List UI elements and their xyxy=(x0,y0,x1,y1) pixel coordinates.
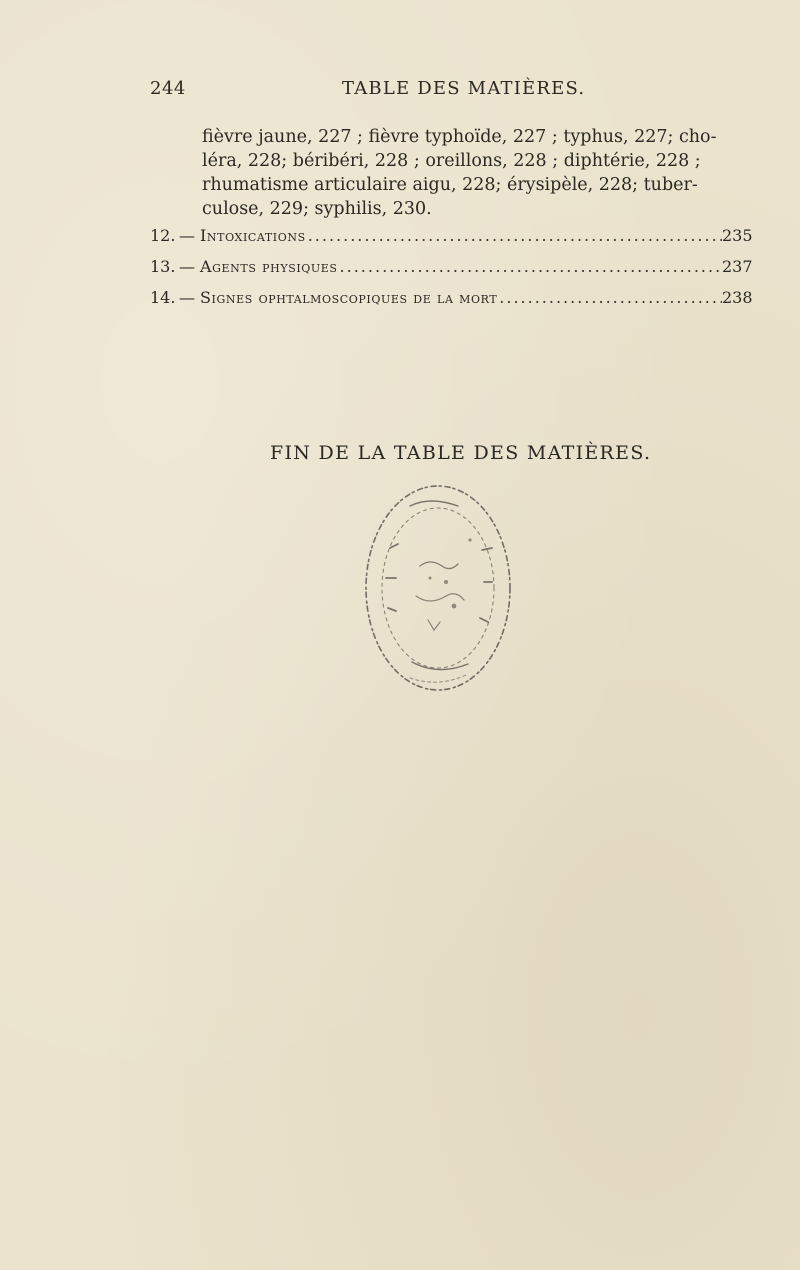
continuation-line: culose, 229; syphilis, 230. xyxy=(202,199,432,219)
toc-entry-number: 13. xyxy=(150,257,176,276)
toc-entry-dash: — xyxy=(179,226,195,245)
continuation-paragraph xyxy=(202,125,742,221)
toc-entry-page: 237 xyxy=(722,257,753,276)
running-title: TABLE DES MATIÈRES. xyxy=(342,78,586,99)
continuation-line: léra, 228; béribéri, 228 ; oreillons, 228 ; diphtérie, 228 ; xyxy=(202,151,701,171)
toc-entry xyxy=(150,226,753,250)
continuation-line: rhumatisme articulaire aigu, 228; érysipèle, 228; tuber- xyxy=(202,175,698,195)
toc-entry-dash: — xyxy=(179,288,195,307)
toc-entry-number: 14. xyxy=(150,288,176,307)
toc-entry-dash: — xyxy=(179,257,195,276)
page-number: 244 xyxy=(150,78,186,99)
toc-entry-title: Signes ophtalmoscopiques de la mort xyxy=(200,288,498,307)
toc-entry-page: 235 xyxy=(722,226,753,245)
continuation-line: fièvre jaune, 227 ; fièvre typhoïde, 227 ; typhus, 227; cho- xyxy=(202,127,717,147)
toc-entry xyxy=(150,288,753,312)
toc-entry xyxy=(150,257,753,281)
dot-leader xyxy=(497,288,722,307)
toc-entry-page: 238 xyxy=(722,288,753,307)
library-stamp-icon xyxy=(350,478,530,708)
dot-leader xyxy=(338,257,722,276)
closing-line: FIN DE LA TABLE DES MATIÈRES. xyxy=(270,442,652,464)
toc-entry-title: Agents physiques xyxy=(200,257,338,276)
toc-entry-number: 12. xyxy=(150,226,176,245)
dot-leader xyxy=(306,226,722,245)
toc-entry-title: Intoxications xyxy=(200,226,306,245)
